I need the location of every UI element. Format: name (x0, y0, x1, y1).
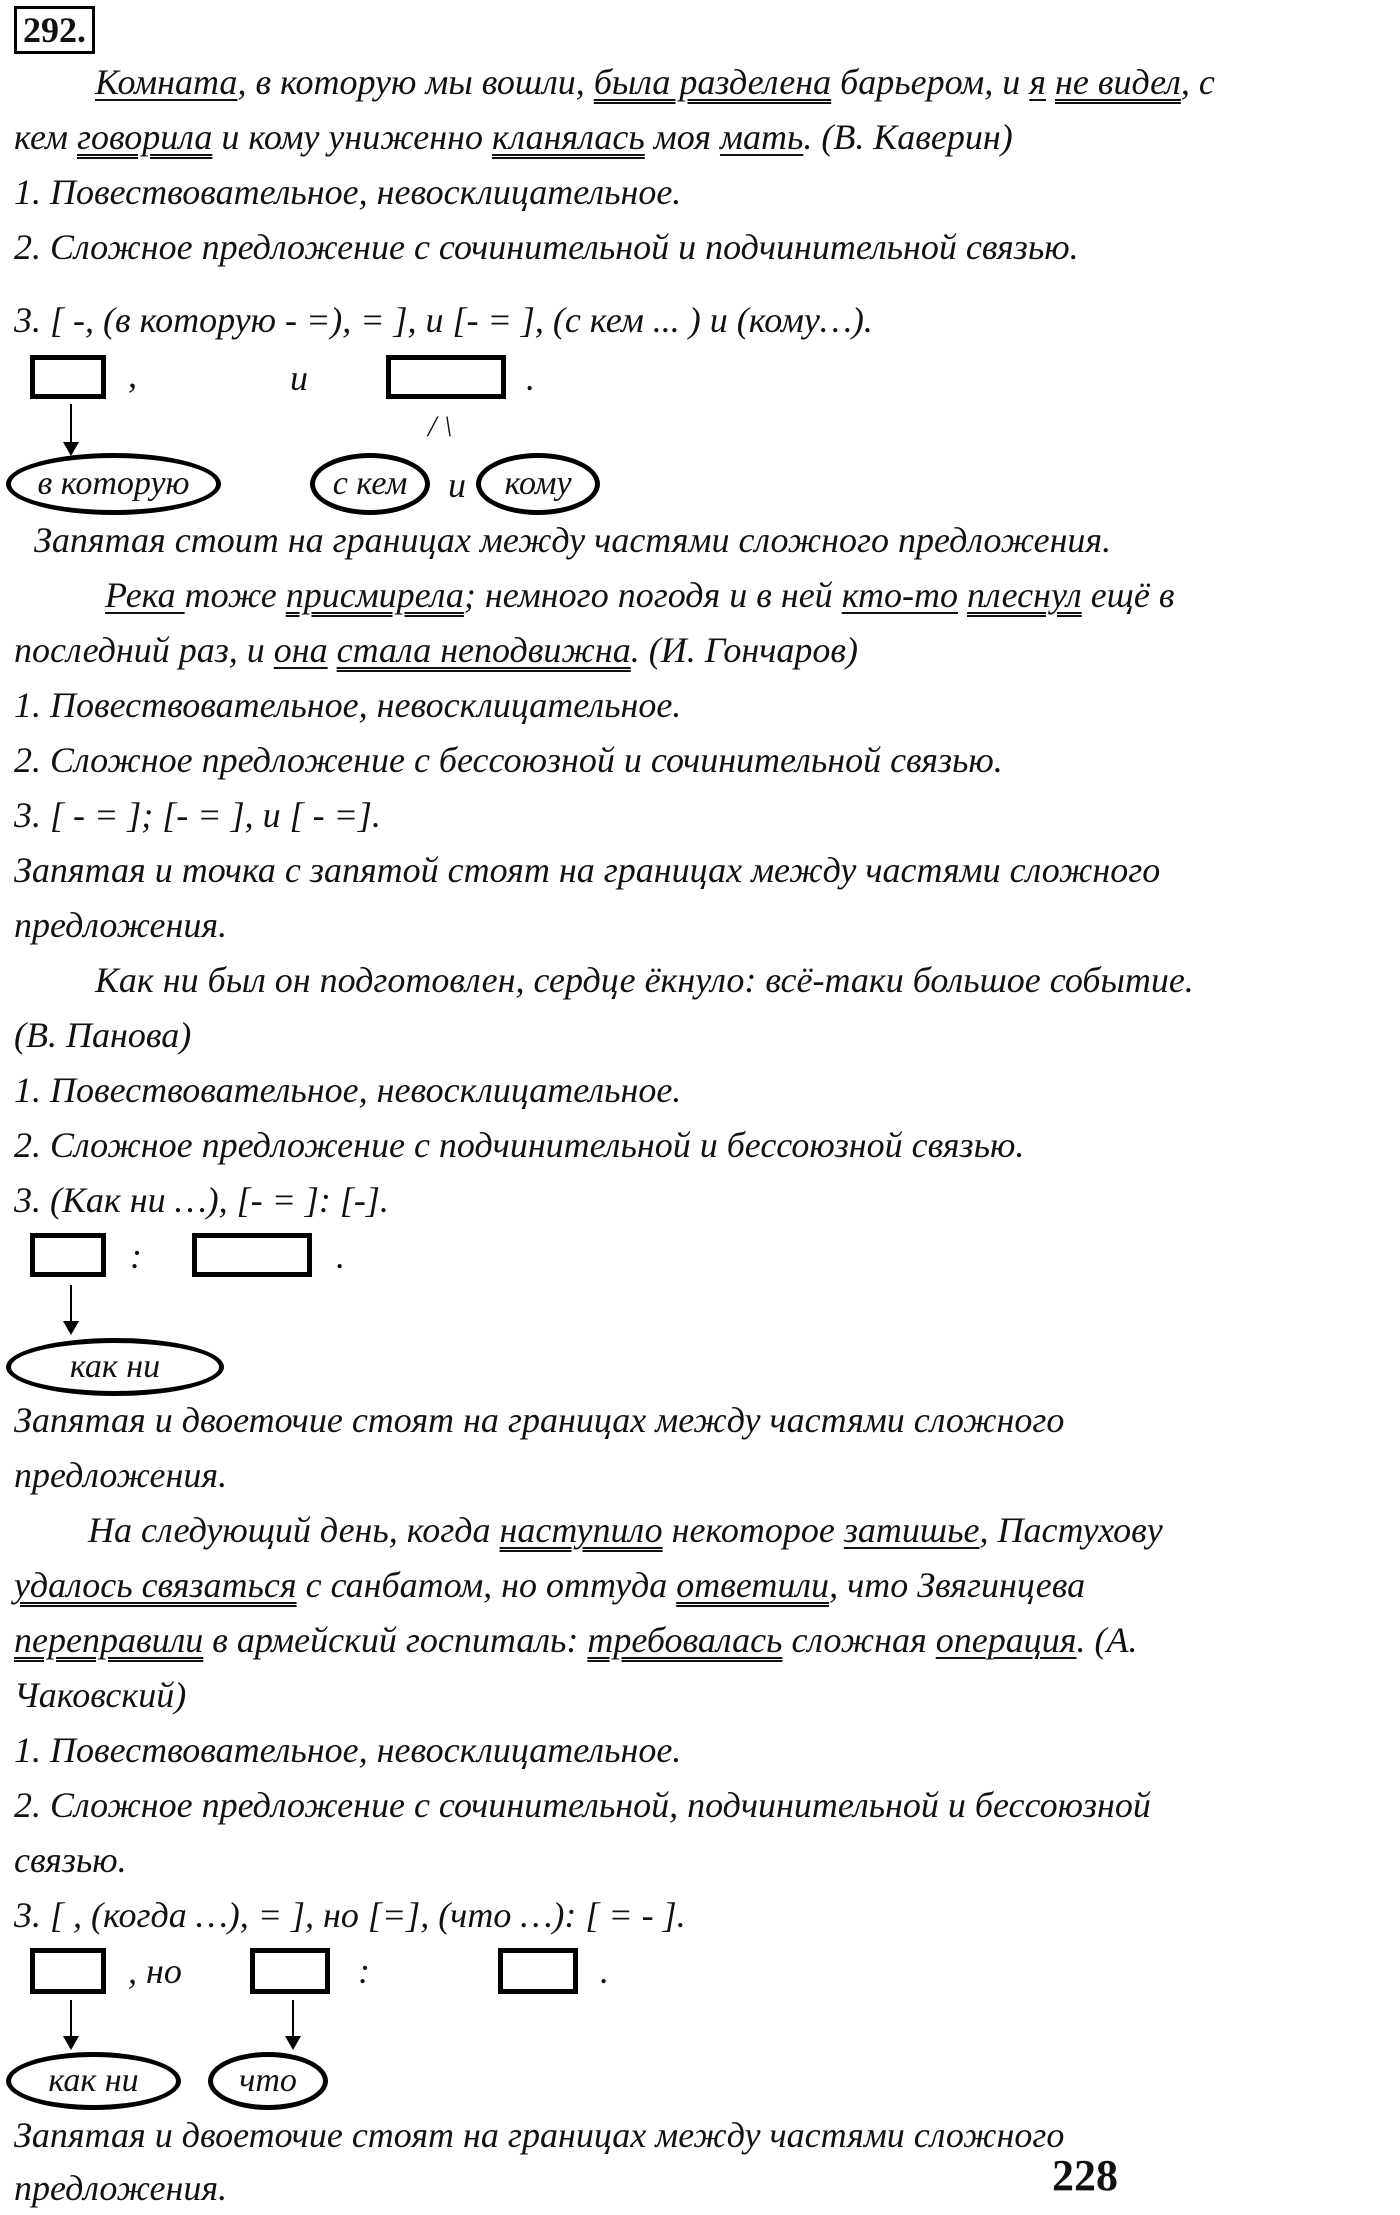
text (958, 575, 967, 615)
s1-note: Запятая стоит на границах между частями сложного предложения. (34, 520, 1112, 560)
s1-line-2 (14, 115, 1013, 159)
text (328, 630, 337, 670)
text (1046, 62, 1055, 102)
s1-scheme: 3. [ -, (в которую - =), = ], и [- = ], (с кем ... ) и (кому…). (14, 300, 873, 340)
subject: затишье (843, 1510, 980, 1550)
scheme-mark: : (358, 1951, 370, 1991)
predicate: требовалась (587, 1620, 783, 1660)
text: ; немного погодя и в ней (463, 575, 842, 615)
s1-type-2: 2. Сложное предложение с сочинительной и подчинительной связью. (14, 227, 1079, 267)
s2-line-1 (105, 573, 1174, 617)
scheme-box (30, 355, 106, 399)
s4-note-1: Запятая и двоеточие стоят на границах между частями сложного (14, 2115, 1065, 2155)
s1-type-1: 1. Повествовательное, невосклицательное. (14, 172, 682, 212)
scheme-mark: и (290, 358, 308, 398)
scheme-box (192, 1233, 312, 1277)
text: , Пастухову (979, 1510, 1163, 1550)
predicate: удалось связаться (14, 1565, 297, 1605)
scheme-box (250, 1948, 330, 1994)
text: , в которую мы вошли, (237, 62, 594, 102)
s3-note-1: Запятая и двоеточие стоят на границах между частями сложного (14, 1400, 1065, 1440)
s4-line-1 (88, 1508, 1163, 1552)
s4-note-2: предложения. (14, 2168, 228, 2208)
text: в армейский госпиталь: (203, 1620, 588, 1660)
scheme-mark: , но (128, 1951, 182, 1991)
text: сложная (782, 1620, 936, 1660)
s4-type-2a: 2. Сложное предложение с сочинительной, подчинительной и бессоюзной (14, 1785, 1151, 1825)
s3-type-1: 1. Повествовательное, невосклицательное. (14, 1070, 682, 1110)
predicate: наступило (499, 1510, 663, 1550)
subject: кто-то (841, 575, 959, 615)
s2-scheme: 3. [ - = ]; [- = ], и [ - =]. (14, 795, 381, 835)
s2-line-2 (14, 628, 858, 672)
oval-conjunction: как ни (6, 2052, 181, 2110)
page-number: 228 (1052, 2151, 1118, 2200)
s2-note-1: Запятая и точка с запятой стоят на границах между частями сложного (14, 850, 1161, 890)
text: . (И. Гончаров) (630, 630, 858, 670)
predicate: говорила (77, 117, 213, 157)
oval-conjunction: с кем (310, 453, 430, 515)
exercise-number: 292. (14, 6, 95, 54)
subject: операция (935, 1620, 1077, 1660)
predicate: была разделена (593, 62, 832, 102)
subject: Река (105, 575, 185, 615)
scheme-slashes: / \ (428, 410, 453, 443)
text: моя (644, 117, 720, 157)
predicate: не видел (1054, 62, 1181, 102)
scheme-mark: . (336, 1236, 345, 1276)
text: последний раз, и (14, 630, 274, 670)
subject: она (273, 630, 328, 670)
scheme-mark: : (130, 1236, 142, 1276)
s2-type-1: 1. Повествовательное, невосклицательное. (14, 685, 682, 725)
arrow-icon (70, 1285, 72, 1333)
text: и кому униженно (212, 117, 492, 157)
s4-scheme: 3. [ , (когда …), = ], но [=], (что …): [ = - ]. (14, 1895, 686, 1935)
scheme-box (386, 355, 506, 399)
text: некоторое (662, 1510, 844, 1550)
predicate: стала неподвижна (336, 630, 631, 670)
text: ещё в (1081, 575, 1175, 615)
predicate: плеснул (967, 575, 1082, 615)
scheme-box (30, 1233, 106, 1277)
scheme-mark: . (600, 1951, 609, 1991)
scheme-box (30, 1948, 106, 1994)
subject: я (1029, 62, 1046, 102)
s2-type-2: 2. Сложное предложение с бессоюзной и сочинительной связью. (14, 740, 1003, 780)
s3-type-2: 2. Сложное предложение с подчинительной и бессоюзной связью. (14, 1125, 1025, 1165)
arrow-icon (70, 404, 72, 454)
text: . (А. (1076, 1620, 1138, 1660)
text: , что Звягинцева (829, 1565, 1086, 1605)
s3-line-1: Как ни был он подготовлен, сердце ёкнуло: всё-таки большое событие. (95, 960, 1194, 1000)
scheme-mark: , (128, 355, 137, 395)
oval-conjunction: в которую (6, 453, 221, 515)
subject: Комната (95, 62, 238, 102)
text: кем (14, 117, 77, 157)
text: с санбатом, но оттуда (296, 1565, 677, 1605)
predicate: ответили (676, 1565, 830, 1605)
s2-note-2: предложения. (14, 905, 228, 945)
scheme-box (498, 1948, 578, 1994)
s3-line-2: (В. Панова) (14, 1015, 192, 1055)
arrow-icon (292, 2000, 294, 2048)
s4-type-1: 1. Повествовательное, невосклицательное. (14, 1730, 682, 1770)
scheme-mark: . (526, 358, 535, 398)
s3-scheme: 3. (Как ни …), [- = ]: [-]. (14, 1180, 389, 1220)
text: . (В. Каверин) (803, 117, 1013, 157)
s4-type-2b: связью. (14, 1840, 127, 1880)
arrow-icon (70, 2000, 72, 2048)
oval-conjunction: как ни (6, 1338, 224, 1396)
predicate: присмирела (285, 575, 464, 615)
oval-conjunction: что (208, 2052, 328, 2110)
s1-line-1 (95, 60, 1215, 104)
s4-line-4: Чаковский) (14, 1675, 187, 1715)
subject: мать (719, 117, 804, 157)
text: барьером, и (831, 62, 1030, 102)
s4-line-3 (14, 1618, 1137, 1662)
oval-conjunction: кому (476, 453, 600, 515)
s4-line-2 (14, 1563, 1085, 1607)
s3-note-2: предложения. (14, 1455, 228, 1495)
predicate: переправили (14, 1620, 204, 1660)
text: На следующий день, когда (88, 1510, 500, 1550)
predicate: кланялась (491, 117, 645, 157)
text: , с (1180, 62, 1215, 102)
scheme-mark: и (448, 465, 466, 505)
text: тоже (184, 575, 286, 615)
